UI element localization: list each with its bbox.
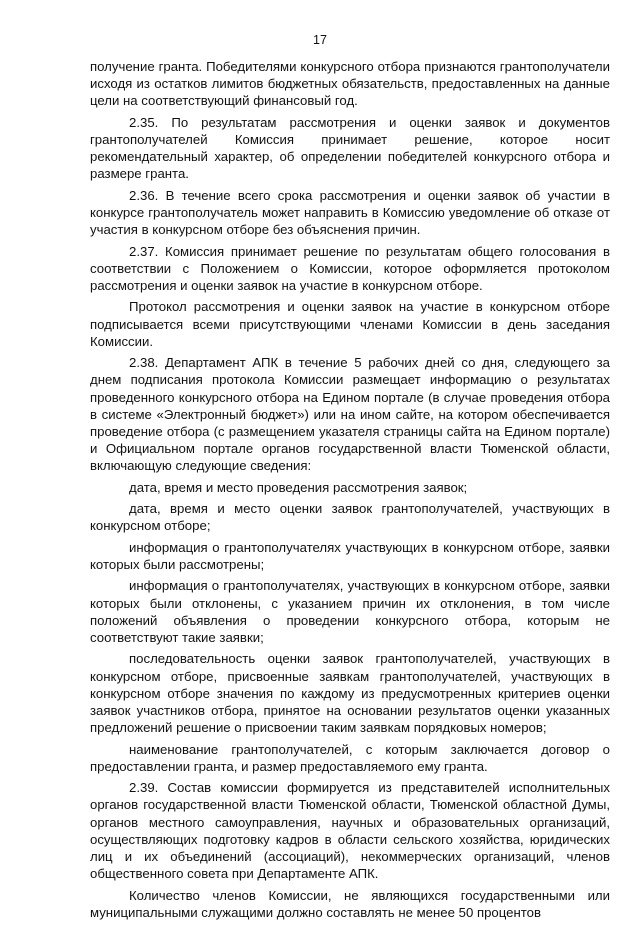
paragraph: Протокол рассмотрения и оценки заявок на участие в конкурсном отборе подписывается всеми присутствующими членами Комиссии в день заседания Комиссии. xyxy=(90,299,610,349)
paragraph: 2.39. Состав комиссии формируется из представителей исполнительных органов государственной власти Тюменской области, Тюменской областной Думы, органов местного самоуправления, научных и образовательных организаций, осуществляющих подготовку кадров в области сельского хозяйства, юридических лиц и их объединений (ассоциаций), некоммерческих организаций, членов общественного совета при Департаменте АПК. xyxy=(90,780,610,882)
paragraph: дата, время и место проведения рассмотрения заявок; xyxy=(129,479,468,495)
paragraph: 2.36. В течение всего срока рассмотрения и оценки заявок об участии в конкурсе грантополучатель может направить в Комиссию уведомление об отказе от участия в конкурсном отборе без объяснения причин. xyxy=(90,187,610,238)
paragraph: 2.35. По результатам рассмотрения и оценки заявок и документов грантополучателей Комиссия принимает решение, которое носит рекомендательный характер, об определении победителей конкурсного отбора и размере гранта. xyxy=(90,114,610,182)
paragraph: дата, время и место оценки заявок грантополучателей, участвующих в конкурсном отборе; xyxy=(90,501,610,534)
paragraph: наименование грантополучателей, с которым заключается договор о предоставлении гранта, и размер предоставляемого ему гранта. xyxy=(90,741,610,774)
paragraph: информация о грантополучателях участвующих в конкурсном отборе, заявки которых были рассмотрены; xyxy=(90,539,610,572)
paragraph: последовательность оценки заявок грантополучателей, участвующих в конкурсном отборе, присвоенные заявкам грантополучателей, участвующих в конкурсном отборе значения по каждому из предусмотренных критериев оценки заявок участников отбора, принятое на основании результатов оценки указанных предложений решение о присвоении таким заявкам порядковых номеров; xyxy=(90,651,610,736)
paragraph: информация о грантополучателях, участвующих в конкурсном отборе, заявки которых были отклонены, с указанием причин их отклонения, в том числе положений объявления о проведении конкурсного отбора, которым не соответствуют такие заявки; xyxy=(90,578,610,645)
paragraph: 2.38. Департамент АПК в течение 5 рабочих дней со дня, следующего за днем подписания протокола Комиссии размещает информацию о результатах проведенного конкурсного отбора на Едином портале (в случае проведения отбора в системе «Электронный бюджет») или на ином сайте, на котором обеспечивается проведение отбора (с размещением указателя страницы сайта на Едином портале) и Официальном портале органов государственной власти Тюменской области, включающую следующие сведения: xyxy=(90,355,610,474)
paragraph: Количество членов Комиссии, не являющихся государственными или муниципальными служащими должно составлять не менее 50 процентов xyxy=(90,887,610,920)
page-number: 17 xyxy=(313,33,327,47)
document-body xyxy=(90,58,610,925)
paragraph: получение гранта. Победителями конкурсного отбора признаются грантополучатели исходя из остатков лимитов бюджетных обязательств, предоставленных на данные цели на соответствующий финансовый год. xyxy=(90,59,610,109)
paragraph: 2.37. Комиссия принимает решение по результатам общего голосования в соответствии с Положением о Комиссии, которое оформляется протоколом рассмотрения и оценки заявок на участие в конкурсном отборе. xyxy=(90,243,610,293)
